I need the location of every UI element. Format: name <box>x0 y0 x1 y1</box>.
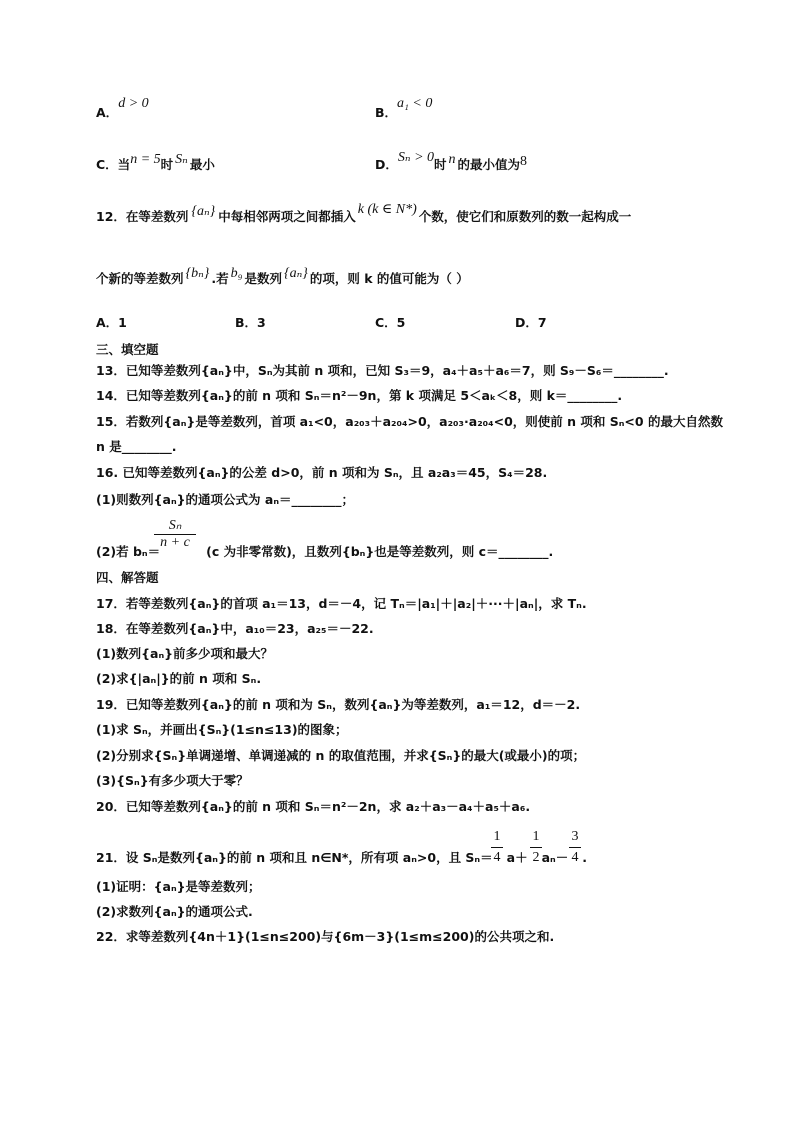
question-21-part-1: (1)证明：{aₙ}是等差数列； <box>96 879 261 894</box>
math: Sₙ > 0 <box>397 150 435 165</box>
question-16: 16. 已知等差数列{aₙ}的公差 d>0，前 n 项和为 Sₙ，且 a₂a₃＝45，S₄＝28. <box>96 465 548 480</box>
math: {aₙ} <box>284 266 308 281</box>
question-16-part-2: (2)若 bₙ＝ (c 为非零常数)，且数列{bₙ}也是等差数列，则 c＝________. <box>96 544 554 559</box>
math: k (k ∈ N*) <box>357 202 417 217</box>
math: 8 <box>520 154 528 169</box>
question-15-line-1: 15．若数列{aₙ}是等差数列，首项 a₁<0，a₂₀₃＋a₂₀₄>0，a₂₀₃·a₂₀₄<0，则使前 n 项和 Sₙ<0 的最大自然数 <box>96 414 723 429</box>
math: n = 5 <box>130 152 161 167</box>
section-heading-fill-in: 三、填空题 <box>96 342 159 357</box>
q12-line-1: 12．在等差数列 {aₙ} 中每相邻两项之间都插入 k (k ∈ N*) 个数，使它们和原数列的数一起构成一 <box>96 202 632 224</box>
question-18: 18．在等差数列{aₙ}中，a₁₀＝23，a₂₅＝－22. <box>96 621 374 636</box>
question-19: 19．已知等差数列{aₙ}的前 n 项和为 Sₙ，数列{aₙ}为等差数列，a₁＝12，d＝－2. <box>96 697 581 712</box>
math: Sₙ <box>175 152 188 167</box>
fraction-three-quarters: $\frac{3}{4}$ <box>569 827 581 868</box>
fraction-one-quarter: $\frac{1}{4}$ <box>491 827 503 868</box>
question-19-part-3: (3){Sₙ}有多少项大于零？ <box>96 773 249 788</box>
q11-option-c[interactable]: C．当n = 5时 Sₙ 最小 <box>96 152 215 172</box>
question-19-part-2: (2)分别求{Sₙ}单调递增、单调递减的 n 的取值范围，并求{Sₙ}的最大(或最小)的项； <box>96 748 586 763</box>
question-15-line-2: n 是________. <box>96 439 177 454</box>
question-18-part-1: (1)数列{aₙ}前多少项和最大？ <box>96 646 274 661</box>
math: {aₙ} <box>191 204 216 219</box>
q12-line-2: 个新的等差数列 {bₙ} .若 b₉ 是数列 {aₙ} 的项，则 k 的值可能为（ ） <box>96 266 469 286</box>
math: n <box>448 152 456 167</box>
question-21: 21．设 Sₙ是数列{aₙ}的前 n 项和且 n∈N*，所有项 aₙ>0，且 Sₙ＝ a＋ aₙ－ . <box>96 850 587 865</box>
math: {bₙ} <box>185 266 210 281</box>
question-13: 13．已知等差数列{aₙ}中，Sₙ为其前 n 项和，已知 S₃＝9，a₄＋a₅＋a₆＝7，则 S₉－S₆＝________. <box>96 363 669 378</box>
math: d > 0 <box>118 96 149 111</box>
q12-option-d[interactable]: D．7 <box>515 315 547 330</box>
question-19-part-1: (1)求 Sₙ，并画出{Sₙ}(1≤n≤13)的图象； <box>96 722 348 737</box>
q12-option-c[interactable]: C．5 <box>375 315 406 330</box>
question-22: 22．求等差数列{4n＋1}(1≤n≤200)与{6m－3}(1≤m≤200)的公共项之和. <box>96 929 555 944</box>
question-21-part-2: (2)求数列{aₙ}的通项公式. <box>96 904 253 919</box>
q11-option-b[interactable]: B．a₁ < 0 <box>375 96 433 120</box>
question-17: 17．若等差数列{aₙ}的首项 a₁＝13，d＝－4，记 Tₙ＝|a₁|＋|a₂|＋···＋|aₙ|，求 Tₙ. <box>96 596 587 611</box>
math: b₉ <box>230 266 243 281</box>
fraction-one-half: $\frac{1}{2}$ <box>530 827 542 868</box>
question-20: 20．已知等差数列{aₙ}的前 n 项和 Sₙ＝n²－2n，求 a₂＋a₃－a₄＋a₅＋a₆. <box>96 799 531 814</box>
question-18-part-2: (2)求{|aₙ|}的前 n 项和 Sₙ. <box>96 671 262 686</box>
math: a₁ < 0 <box>397 96 433 111</box>
question-16-part-1: (1)则数列{aₙ}的通项公式为 aₙ＝________； <box>96 492 355 507</box>
q12-option-b[interactable]: B．3 <box>235 315 266 330</box>
q11-option-d[interactable]: D．Sₙ > 0时 n 的最小值为8 <box>375 150 528 172</box>
section-heading-solutions: 四、解答题 <box>96 570 159 585</box>
fraction-s-over-n-plus-c: $\frac{\text{Sₙ}}{n + c}$ <box>154 518 196 551</box>
q11-option-a[interactable]: A．d > 0 <box>96 96 149 120</box>
question-14: 14．已知等差数列{aₙ}的前 n 项和 Sₙ＝n²－9n，第 k 项满足 5＜aₖ＜8，则 k＝________. <box>96 388 623 403</box>
q12-option-a[interactable]: A．1 <box>96 315 127 330</box>
